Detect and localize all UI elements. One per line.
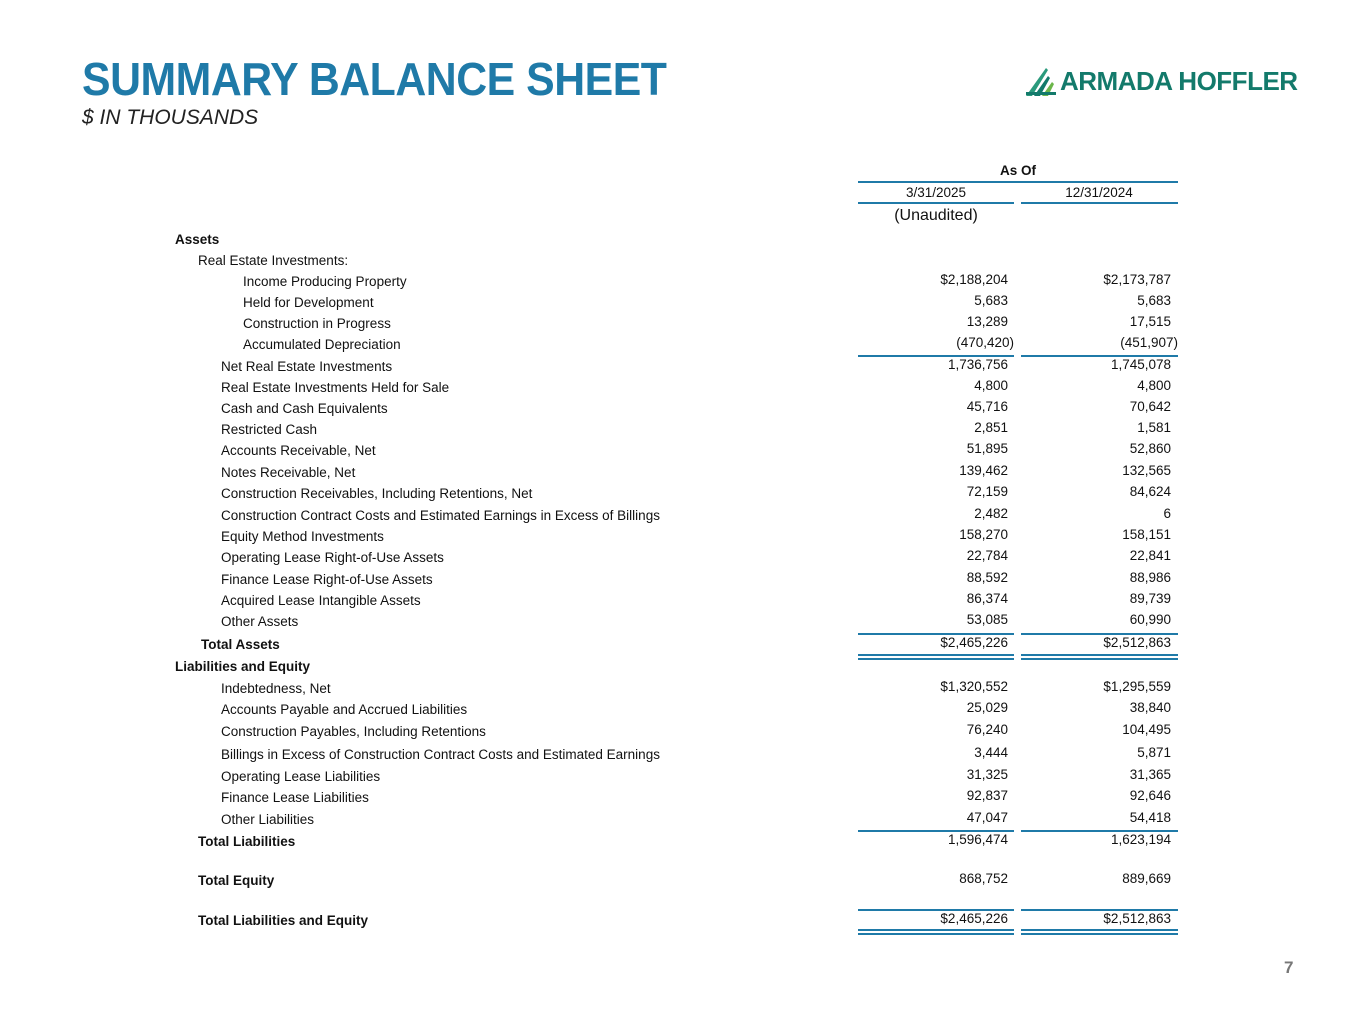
value-2024: 89,739: [1129, 591, 1171, 606]
value-2024: 158,151: [1122, 527, 1171, 542]
value-2024: 54,418: [1129, 810, 1171, 825]
value-2024: 1,745,078: [1110, 357, 1171, 372]
total-double-rule: [1021, 654, 1178, 660]
row-label: Equity Method Investments: [221, 529, 384, 544]
value-2025: 86,374: [966, 591, 1008, 606]
value-2024: 92,646: [1129, 788, 1171, 803]
row-label: Accounts Payable and Accrued Liabilities: [221, 702, 468, 717]
page-number: 7: [1284, 958, 1294, 977]
header-rule: [858, 202, 1014, 204]
value-2024: 88,986: [1129, 570, 1171, 585]
value-2025: 25,029: [966, 700, 1008, 715]
row-label: Income Producing Property: [243, 274, 407, 289]
value-2025: $2,465,226: [940, 911, 1008, 926]
logo-text: ARMADA HOFFLER: [1060, 66, 1298, 96]
value-2025: 868,752: [959, 871, 1008, 886]
table-row: [0, 527, 1365, 548]
row-label: Construction Receivables, Including Retentions, Net: [221, 486, 533, 501]
total-equity-row: [0, 871, 1365, 892]
subtotal-rule: [858, 909, 1014, 911]
subtotal-rule: [1021, 909, 1178, 911]
value-2025: 139,462: [959, 463, 1008, 478]
value-2024: 6: [1163, 506, 1171, 521]
row-label: Notes Receivable, Net: [221, 465, 356, 480]
row-label: Construction in Progress: [243, 316, 391, 331]
table-row: [0, 548, 1365, 569]
value-2025: 72,159: [966, 484, 1008, 499]
table-row: [0, 378, 1365, 399]
value-2025: 51,895: [966, 441, 1008, 456]
total-double-rule: [858, 929, 1014, 935]
row-label: Indebtedness, Net: [221, 681, 331, 696]
value-2025: 47,047: [966, 810, 1008, 825]
row-label: Other Assets: [221, 614, 299, 629]
value-2025: 53,085: [966, 612, 1008, 627]
table-row: [0, 357, 1365, 378]
subtotal-rule: [1021, 830, 1178, 832]
column-header-2025: 3/31/2025: [905, 185, 967, 200]
total-assets-row: [0, 635, 1365, 656]
table-row: [0, 591, 1365, 612]
row-label: Construction Payables, Including Retentions: [221, 724, 486, 739]
value-2024: 1,581: [1137, 420, 1171, 435]
value-2024: 60,990: [1129, 612, 1171, 627]
table-row: [0, 441, 1365, 462]
section-heading-liabilities-equity: [0, 657, 1365, 678]
row-label: Total Equity: [198, 873, 275, 888]
page-subtitle: $ IN THOUSANDS: [82, 106, 259, 129]
table-row: [0, 679, 1365, 700]
row-label: Billings in Excess of Construction Contract Costs and Estimated Earnings: [221, 747, 660, 762]
value-2025: $2,465,226: [940, 635, 1008, 650]
row-label: Finance Lease Right-of-Use Assets: [221, 572, 433, 587]
value-2025: 5,683: [974, 293, 1008, 308]
table-row: [0, 335, 1365, 356]
table-row: [0, 570, 1365, 591]
subtotal-rule: [1021, 633, 1178, 635]
row-label: Assets: [175, 232, 220, 247]
row-label: Accumulated Depreciation: [243, 337, 401, 352]
value-2024: 1,623,194: [1110, 832, 1171, 847]
value-2025: 88,592: [966, 570, 1008, 585]
value-2025: 22,784: [966, 548, 1008, 563]
value-2024: 889,669: [1122, 871, 1171, 886]
table-row: [0, 272, 1365, 293]
value-2025: 31,325: [966, 767, 1008, 782]
value-2024: 132,565: [1122, 463, 1171, 478]
row-label: Restricted Cash: [221, 422, 318, 437]
value-2025: 158,270: [959, 527, 1008, 542]
total-double-rule: [1021, 929, 1178, 935]
table-row: [0, 293, 1365, 314]
table-row: [0, 767, 1365, 788]
value-2024: $2,173,787: [1103, 272, 1171, 287]
subtotal-rule: [1021, 355, 1178, 357]
row-label: Total Assets: [201, 637, 280, 652]
page-title: SUMMARY BALANCE SHEET: [82, 53, 667, 105]
table-row: [0, 700, 1365, 721]
value-2024: 4,800: [1137, 378, 1171, 393]
row-label: Operating Lease Liabilities: [221, 769, 381, 784]
value-2025: 1,736,756: [947, 357, 1008, 372]
table-row: [0, 420, 1365, 441]
table-row: [0, 612, 1365, 633]
logo-mark-icon: [1024, 64, 1058, 98]
as-of-header: As Of: [999, 163, 1036, 178]
value-2025: 2,851: [974, 420, 1008, 435]
row-label: Held for Development: [243, 295, 374, 310]
value-2025: 4,800: [974, 378, 1008, 393]
value-2025: 2,482: [974, 506, 1008, 521]
value-2024: $2,512,863: [1103, 635, 1171, 650]
header-rule: [1021, 202, 1178, 204]
header-rule: [858, 181, 1178, 183]
row-label: Total Liabilities: [198, 834, 296, 849]
table-row: [0, 722, 1365, 743]
value-2024: 5,871: [1137, 745, 1171, 760]
row-label: Total Liabilities and Equity: [198, 913, 369, 928]
value-2024: 104,495: [1122, 722, 1171, 737]
row-label: Net Real Estate Investments: [221, 359, 393, 374]
value-2025: 1,596,474: [947, 832, 1008, 847]
row-label: Accounts Receivable, Net: [221, 443, 376, 458]
value-2024: 17,515: [1129, 314, 1171, 329]
row-label: Finance Lease Liabilities: [221, 790, 369, 805]
value-2025: (470,420): [956, 335, 1014, 350]
section-heading-assets: [0, 230, 1365, 251]
row-label: Real Estate Investments:: [198, 253, 349, 268]
value-2024: 5,683: [1137, 293, 1171, 308]
value-2025: $2,188,204: [940, 272, 1008, 287]
subtotal-rule: [858, 355, 1014, 357]
value-2024: $1,295,559: [1103, 679, 1171, 694]
table-row: [0, 399, 1365, 420]
table-row: [0, 745, 1365, 766]
row-label: Operating Lease Right-of-Use Assets: [221, 550, 444, 565]
row-label: Construction Contract Costs and Estimated Earnings in Excess of Billings: [221, 508, 660, 523]
row-label: Other Liabilities: [221, 812, 315, 827]
value-2024: 70,642: [1129, 399, 1171, 414]
value-2025: 92,837: [966, 788, 1008, 803]
row-label: Cash and Cash Equivalents: [221, 401, 388, 416]
table-row: [0, 810, 1365, 831]
value-2025: 45,716: [966, 399, 1008, 414]
value-2024: $2,512,863: [1103, 911, 1171, 926]
value-2024: (451,907): [1120, 335, 1178, 350]
value-2025: $1,320,552: [940, 679, 1008, 694]
total-liabilities-row: [0, 832, 1365, 853]
value-2025: 3,444: [974, 745, 1008, 760]
table-row: [0, 463, 1365, 484]
table-row: [0, 506, 1365, 527]
value-2024: 31,365: [1129, 767, 1171, 782]
value-2025: 76,240: [966, 722, 1008, 737]
row-label-group: [0, 251, 1365, 272]
subtotal-rule: [858, 633, 1014, 635]
value-2024: 22,841: [1129, 548, 1171, 563]
table-row: [0, 484, 1365, 505]
table-row: [0, 314, 1365, 335]
value-2024: 38,840: [1129, 700, 1171, 715]
value-2024: 52,860: [1129, 441, 1171, 456]
company-logo: [1024, 64, 1304, 98]
table-row: [0, 788, 1365, 809]
total-double-rule: [858, 654, 1014, 660]
unaudited-label: (Unaudited): [894, 207, 978, 224]
value-2024: 84,624: [1129, 484, 1171, 499]
row-label: Liabilities and Equity: [175, 659, 311, 674]
row-label: Real Estate Investments Held for Sale: [221, 380, 450, 395]
value-2025: 13,289: [966, 314, 1008, 329]
column-header-2024: 12/31/2024: [1065, 185, 1133, 200]
row-label: Acquired Lease Intangible Assets: [221, 593, 421, 608]
subtotal-rule: [858, 830, 1014, 832]
